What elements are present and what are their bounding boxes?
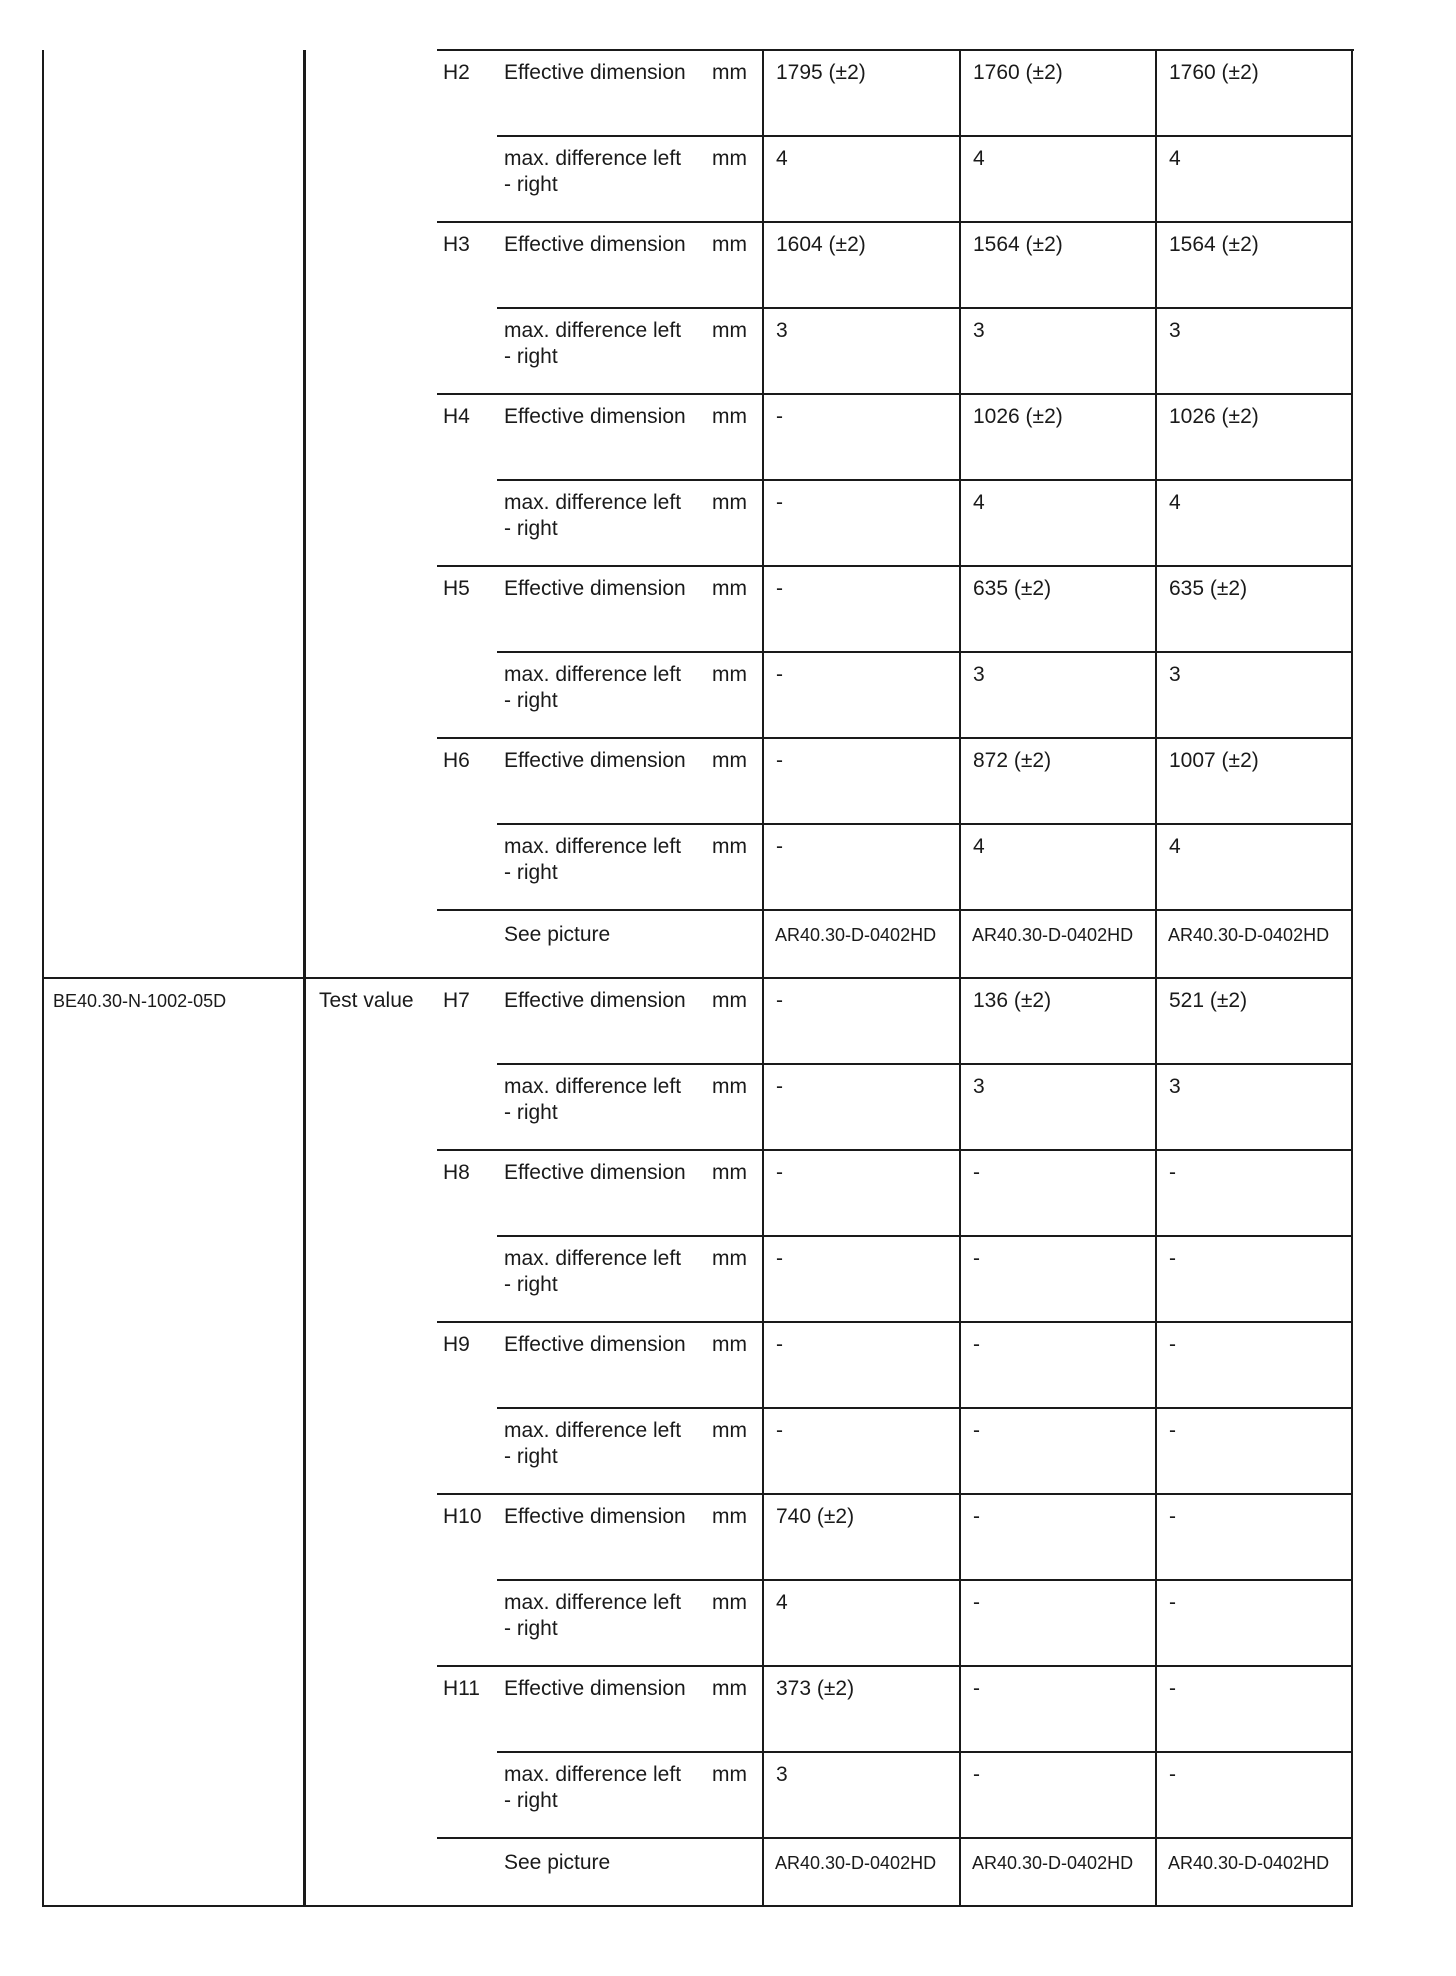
- value-cell: 1795 (±2): [776, 61, 866, 84]
- unit-label: mm: [712, 1333, 747, 1356]
- value-cell: -: [776, 663, 783, 686]
- row-label: max. difference left - right: [504, 1075, 682, 1124]
- row-border: [497, 307, 1352, 309]
- unit-label: mm: [712, 1247, 747, 1270]
- unit-label: mm: [712, 663, 747, 686]
- unit-label: mm: [712, 405, 747, 428]
- unit-label: mm: [712, 1505, 747, 1528]
- value-cell: 1760 (±2): [973, 61, 1063, 84]
- row-label: max. difference left - right: [504, 491, 682, 540]
- value-cell: -: [1169, 1677, 1176, 1700]
- value-cell: 4: [776, 147, 788, 170]
- value-col-border: [1351, 978, 1353, 1906]
- param-code: H5: [443, 577, 470, 600]
- row-label: max. difference left - right: [504, 1247, 682, 1296]
- param-border: [437, 221, 1352, 223]
- value-cell: 136 (±2): [973, 989, 1052, 1012]
- value-cell: -: [776, 749, 783, 772]
- unit-label: mm: [712, 835, 747, 858]
- col-left-border: [42, 978, 44, 1906]
- unit-label: mm: [712, 577, 747, 600]
- value-cell: 3: [1169, 1075, 1181, 1098]
- row-border: [497, 1063, 1352, 1065]
- value-cell: 1564 (±2): [973, 233, 1063, 256]
- see-picture-ref: AR40.30-D-0402HD: [1168, 925, 1330, 945]
- value-cell: 1760 (±2): [1169, 61, 1259, 84]
- row-border: [497, 135, 1352, 137]
- unit-label: mm: [712, 147, 747, 170]
- see-picture-border: [437, 1837, 1352, 1839]
- param-border: [437, 49, 1352, 51]
- value-cell: 3: [973, 663, 985, 686]
- value-cell: -: [776, 1075, 783, 1098]
- row-label: Effective dimension: [504, 749, 686, 772]
- value-cell: 3: [973, 319, 985, 342]
- unit-label: mm: [712, 319, 747, 342]
- see-picture-ref: AR40.30-D-0402HD: [775, 1853, 937, 1873]
- doc-id: BE40.30-N-1002-05D: [53, 991, 227, 1011]
- value-cell: -: [776, 491, 783, 514]
- value-cell: 4: [973, 835, 985, 858]
- param-code: H7: [443, 989, 470, 1012]
- param-code: H9: [443, 1333, 470, 1356]
- value-cell: -: [973, 1677, 980, 1700]
- row-border: [497, 823, 1352, 825]
- value-col-border: [959, 50, 961, 978]
- value-cell: -: [1169, 1247, 1176, 1270]
- value-cell: 3: [1169, 319, 1181, 342]
- unit-label: mm: [712, 1075, 747, 1098]
- value-cell: -: [1169, 1419, 1176, 1442]
- category-label: Test value: [319, 989, 414, 1012]
- see-picture-ref: AR40.30-D-0402HD: [1168, 1853, 1330, 1873]
- value-cell: -: [973, 1763, 980, 1786]
- row-label: Effective dimension: [504, 1333, 686, 1356]
- col-left-border: [42, 50, 44, 978]
- value-cell: 3: [973, 1075, 985, 1098]
- value-col-border: [762, 978, 764, 1906]
- value-cell: -: [776, 835, 783, 858]
- unit-label: mm: [712, 1419, 747, 1442]
- value-cell: 635 (±2): [973, 577, 1052, 600]
- value-cell: 740 (±2): [776, 1505, 855, 1528]
- value-cell: -: [776, 989, 783, 1012]
- value-cell: -: [776, 1247, 783, 1270]
- value-cell: 4: [973, 147, 985, 170]
- value-cell: 4: [776, 1591, 788, 1614]
- row-label: max. difference left - right: [504, 835, 682, 884]
- value-cell: -: [1169, 1591, 1176, 1614]
- value-cell: 1564 (±2): [1169, 233, 1259, 256]
- param-border: [437, 1149, 1352, 1151]
- row-label: Effective dimension: [504, 61, 686, 84]
- value-cell: 3: [1169, 663, 1181, 686]
- row-label: max. difference left - right: [504, 1591, 682, 1640]
- value-cell: -: [1169, 1505, 1176, 1528]
- value-cell: 4: [1169, 491, 1181, 514]
- param-border: [437, 737, 1352, 739]
- value-cell: -: [776, 1333, 783, 1356]
- row-border: [497, 1579, 1352, 1581]
- param-code: H10: [443, 1505, 482, 1528]
- param-border: [437, 1321, 1352, 1323]
- see-picture-label: See picture: [504, 923, 611, 946]
- value-cell: 4: [973, 491, 985, 514]
- row-label: Effective dimension: [504, 1505, 686, 1528]
- see-picture-border: [437, 909, 1352, 911]
- value-cell: -: [973, 1333, 980, 1356]
- row-label: Effective dimension: [504, 1677, 686, 1700]
- value-cell: -: [973, 1419, 980, 1442]
- value-cell: -: [776, 1161, 783, 1184]
- param-border: [437, 393, 1352, 395]
- unit-label: mm: [712, 1161, 747, 1184]
- row-label: Effective dimension: [504, 405, 686, 428]
- value-cell: 872 (±2): [973, 749, 1052, 772]
- value-cell: 1026 (±2): [1169, 405, 1259, 428]
- value-col-border: [959, 978, 961, 1906]
- col-doc-border: [303, 50, 306, 978]
- row-border: [497, 1407, 1352, 1409]
- unit-label: mm: [712, 749, 747, 772]
- row-label: max. difference left - right: [504, 663, 682, 712]
- value-cell: 635 (±2): [1169, 577, 1248, 600]
- row-label: max. difference left - right: [504, 147, 682, 196]
- row-border: [497, 1751, 1352, 1753]
- value-cell: -: [973, 1247, 980, 1270]
- row-border: [497, 479, 1352, 481]
- see-picture-ref: AR40.30-D-0402HD: [775, 925, 937, 945]
- param-code: H11: [443, 1677, 480, 1700]
- value-cell: 521 (±2): [1169, 989, 1248, 1012]
- see-picture-label: See picture: [504, 1851, 611, 1874]
- value-cell: -: [973, 1505, 980, 1528]
- param-border: [437, 1493, 1352, 1495]
- row-label: Effective dimension: [504, 989, 686, 1012]
- value-cell: -: [973, 1591, 980, 1614]
- unit-label: mm: [712, 989, 747, 1012]
- unit-label: mm: [712, 491, 747, 514]
- value-cell: 1007 (±2): [1169, 749, 1259, 772]
- row-border: [497, 1235, 1352, 1237]
- row-label: Effective dimension: [504, 1161, 686, 1184]
- value-cell: 4: [1169, 147, 1181, 170]
- value-cell: -: [776, 1419, 783, 1442]
- param-code: H6: [443, 749, 470, 772]
- value-cell: 373 (±2): [776, 1677, 855, 1700]
- table-bottom-border: [42, 1905, 1353, 1907]
- value-cell: -: [776, 405, 783, 428]
- unit-label: mm: [712, 233, 747, 256]
- value-cell: -: [973, 1161, 980, 1184]
- param-border: [437, 565, 1352, 567]
- value-cell: 1026 (±2): [973, 405, 1063, 428]
- value-cell: 3: [776, 1763, 788, 1786]
- col-doc-border: [303, 978, 306, 1906]
- value-cell: 3: [776, 319, 788, 342]
- value-cell: -: [1169, 1763, 1176, 1786]
- value-cell: 1604 (±2): [776, 233, 866, 256]
- value-col-border: [1155, 978, 1157, 1906]
- see-picture-ref: AR40.30-D-0402HD: [972, 925, 1134, 945]
- param-code: H8: [443, 1161, 470, 1184]
- row-label: max. difference left - right: [504, 319, 682, 368]
- unit-label: mm: [712, 1763, 747, 1786]
- param-code: H4: [443, 405, 470, 428]
- value-col-border: [1155, 50, 1157, 978]
- param-code: H2: [443, 61, 470, 84]
- value-col-border: [762, 50, 764, 978]
- row-label: Effective dimension: [504, 233, 686, 256]
- unit-label: mm: [712, 61, 747, 84]
- param-code: H3: [443, 233, 470, 256]
- value-cell: 4: [1169, 835, 1181, 858]
- row-border: [497, 651, 1352, 653]
- row-label: max. difference left - right: [504, 1763, 682, 1812]
- value-col-border: [1351, 50, 1353, 978]
- row-label: Effective dimension: [504, 577, 686, 600]
- see-picture-ref: AR40.30-D-0402HD: [972, 1853, 1134, 1873]
- value-cell: -: [776, 577, 783, 600]
- unit-label: mm: [712, 1677, 747, 1700]
- param-border: [437, 1665, 1352, 1667]
- value-cell: -: [1169, 1161, 1176, 1184]
- row-label: max. difference left - right: [504, 1419, 682, 1468]
- value-cell: -: [1169, 1333, 1176, 1356]
- unit-label: mm: [712, 1591, 747, 1614]
